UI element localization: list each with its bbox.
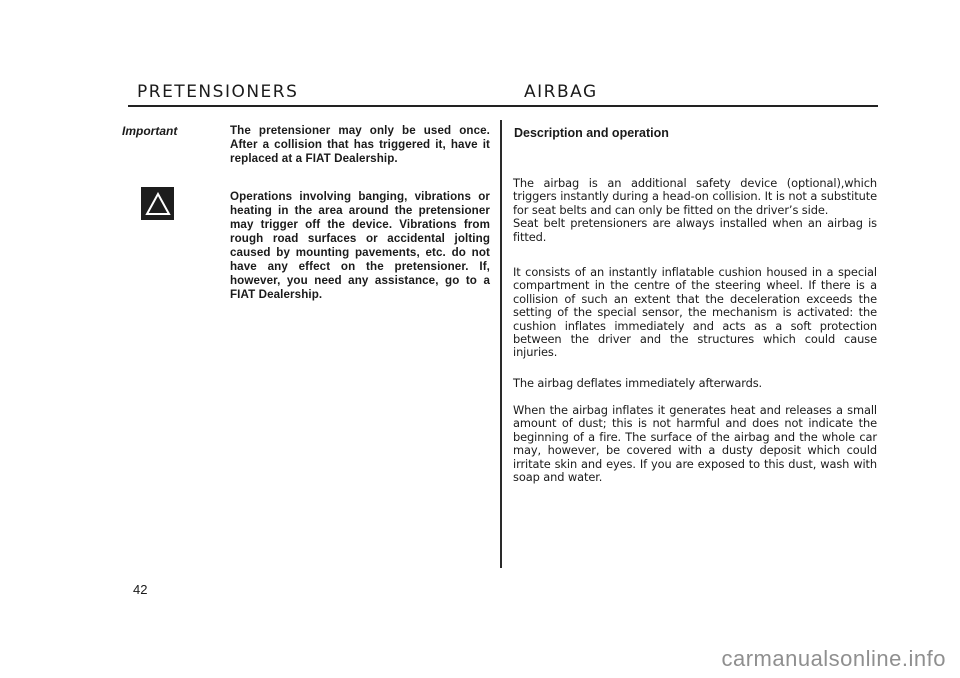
column-divider <box>500 120 502 568</box>
airbag-paragraph-1 <box>513 177 877 244</box>
section-heading-airbag: AIRBAG <box>524 82 598 102</box>
warning-triangle-icon <box>141 187 174 220</box>
airbag-paragraph-1-line-1: The airbag is an additional safety device (optional),which triggers instantly during a head-on collision. It is not a substitute for seat belts and can only be fitted on the driver’s side. <box>513 176 877 217</box>
section-heading-pretensioners: PRETENSIONERS <box>137 82 299 102</box>
airbag-paragraph-3: The airbag deflates immediately afterwards. <box>513 376 763 390</box>
warning-note: Operations involving banging, vibrations or heating in the area around the pretensioner may trigger off the device. Vibrations from rough road surfaces or accidental jolting caused by mounting pavements, etc. do not have any effect on the pretensioner. If, however, you need any assistance, go to a FIAT Dealership. <box>230 190 490 301</box>
description-title: Description and operation <box>514 126 669 140</box>
important-note: The pretensioner may only be used once. After a collision that has triggered it, have it replaced at a FIAT Dealership. <box>230 124 490 165</box>
airbag-paragraph-4: When the airbag inflates it generates heat and releases a small amount of dust; this is not harmful and does not indicate the beginning of a fire. The surface of the airbag and the whole car may, however, be covered with a dusty deposit which could irritate skin and eyes. If you are exposed to this dust, wash with soap and water. <box>513 403 877 485</box>
header-rule <box>128 105 878 107</box>
airbag-paragraph-1-line-2: Seat belt pretensioners are always installed when an airbag is fitted. <box>513 216 877 244</box>
airbag-paragraph-2: It consists of an instantly inflatable cushion housed in a special compartment in the centre of the steering wheel. If there is a collision of such an extent that the deceleration exceeds the setting of the special sensor, the mechanism is activated: the cushion inflates immediately and acts as a soft protection between the driver and the structures which could cause injuries. <box>513 265 877 360</box>
warning-triangle-icon-shape <box>145 192 171 216</box>
watermark: carmanualsonline.info <box>721 646 946 671</box>
page-number: 42 <box>133 582 148 597</box>
important-label: Important <box>122 124 178 138</box>
